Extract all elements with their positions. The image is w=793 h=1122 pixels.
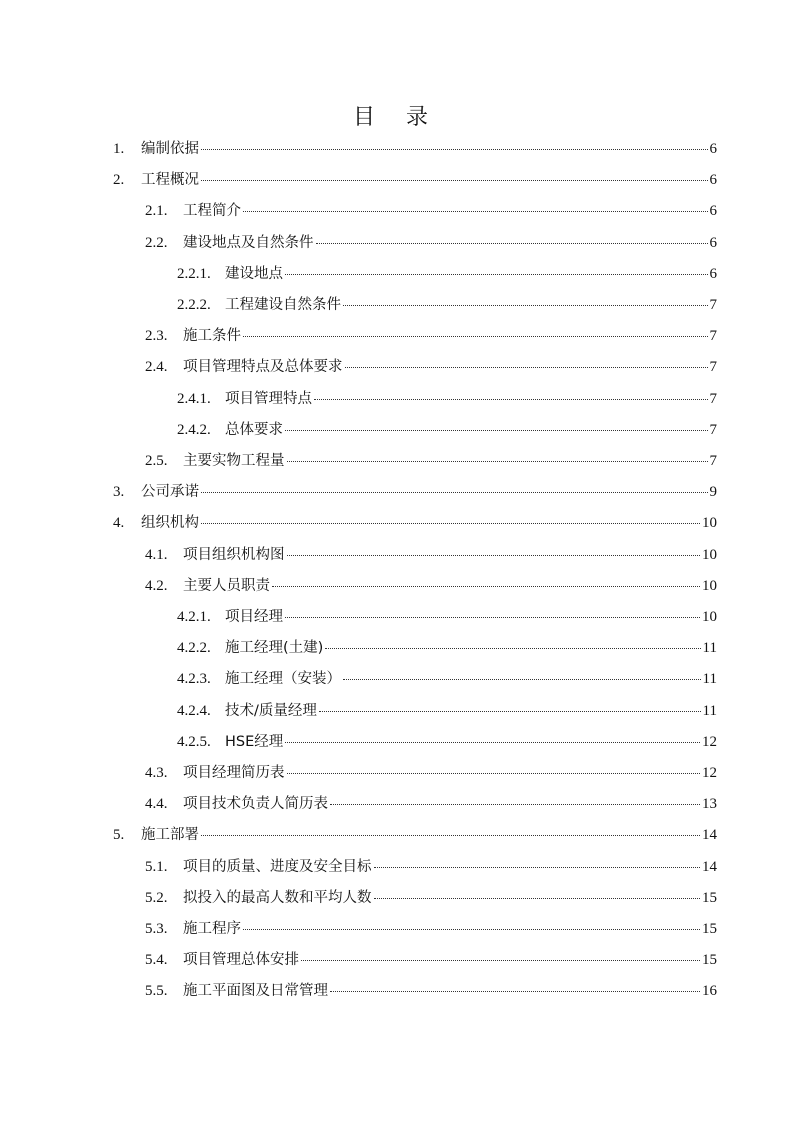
toc-entry[interactable] (177, 418, 717, 442)
toc-leader-dots (201, 834, 700, 836)
toc-entry-title: 项目组织机构图 (183, 546, 285, 563)
toc-leader-dots (287, 554, 701, 556)
toc-leader-dots (287, 772, 701, 774)
toc-entry-title: 公司承诺 (141, 484, 199, 501)
toc-entry-title: 施工条件 (183, 328, 241, 345)
toc-leader-dots (243, 210, 708, 212)
toc-entry-number: 2.3. (145, 328, 168, 345)
toc-leader-dots (314, 398, 708, 400)
toc-entry-title: 施工程序 (183, 921, 241, 937)
toc-entry-number: 4.2. (145, 577, 168, 594)
toc-entry[interactable] (145, 449, 717, 473)
toc-entry[interactable] (177, 262, 717, 286)
toc-entry-page: 6 (709, 141, 717, 157)
toc-entry[interactable] (177, 605, 717, 629)
toc-leader-dots (330, 990, 700, 992)
toc-leader-dots (285, 273, 708, 275)
toc-leader-dots (316, 242, 708, 244)
toc-entry[interactable] (177, 636, 717, 660)
toc-entry-number: 5.1. (145, 858, 168, 875)
toc-leader-dots (243, 335, 708, 337)
toc-entry-title: 施工平面图及日常管理 (183, 983, 328, 1000)
toc-entry-number: 5.4. (145, 952, 168, 969)
toc-entry[interactable] (177, 699, 717, 723)
toc-entry-title: 施工经理(土建) (225, 640, 324, 657)
toc-leader-dots (343, 678, 701, 680)
toc-entry-number: 4.2.2. (177, 640, 211, 657)
toc-entry[interactable] (145, 324, 717, 348)
toc-entry[interactable] (145, 761, 717, 785)
toc-entry[interactable] (113, 480, 717, 504)
toc-entry-number: 4.2.4. (177, 702, 211, 719)
toc-entry[interactable] (113, 168, 717, 192)
toc-entry-page: 14 (702, 827, 717, 844)
toc-leader-dots (201, 491, 708, 493)
toc-entry[interactable] (113, 137, 717, 161)
toc-entry-number: 4.1. (145, 546, 168, 563)
toc-leader-dots (201, 148, 708, 150)
toc-leader-dots (243, 928, 700, 930)
toc-entry-page: 11 (702, 702, 717, 719)
toc-entry-number: 3. (113, 484, 125, 501)
toc-entry-number: 4.2.3. (177, 671, 211, 688)
toc-entry-title: 编制依据 (141, 141, 199, 157)
toc-entry-page: 10 (702, 546, 717, 563)
toc-leader-dots (330, 803, 700, 805)
toc-entry-page: 15 (702, 952, 717, 969)
toc-entry-page: 7 (709, 453, 717, 469)
toc-entry-title: 工程建设自然条件 (225, 297, 341, 313)
toc-entry-title: 项目经理简历表 (183, 765, 285, 781)
toc-entry[interactable] (145, 886, 717, 910)
toc-leader-dots (287, 460, 708, 462)
toc-entry-title: 建设地点及自然条件 (183, 234, 314, 251)
toc-leader-dots (325, 647, 700, 649)
toc-entry-number: 4.2.1. (177, 609, 211, 625)
toc-entry-page: 6 (709, 172, 717, 189)
toc-leader-dots (201, 522, 700, 524)
toc-entry-number: 2.4.1. (177, 390, 211, 407)
toc-entry-number: 4.2.5. (177, 733, 211, 750)
toc-entry-number: 2. (113, 172, 125, 189)
toc-entry[interactable] (177, 667, 717, 691)
toc-entry-number: 2.2. (145, 234, 168, 251)
toc-entry-title: 主要实物工程量 (183, 453, 285, 469)
toc-entry-number: 2.4. (145, 359, 168, 376)
toc-entry[interactable] (145, 231, 717, 255)
toc-entry[interactable] (177, 387, 717, 411)
toc-leader-dots (301, 959, 700, 961)
toc-entry-number: 2.4.2. (177, 421, 211, 438)
toc-entry-title: HSE经理 (225, 733, 284, 750)
toc-entry[interactable] (145, 917, 717, 941)
toc-entry[interactable] (145, 355, 717, 379)
toc-entry-page: 11 (702, 671, 717, 688)
toc-entry[interactable] (145, 543, 717, 567)
toc-entry[interactable] (145, 855, 717, 879)
toc-entry-page: 7 (709, 328, 717, 345)
toc-leader-dots (272, 585, 700, 587)
toc-leader-dots (374, 866, 701, 868)
toc-entry[interactable] (145, 792, 717, 816)
toc-entry[interactable] (145, 948, 717, 972)
toc-entry-page: 13 (702, 796, 717, 813)
toc-entry-title: 建设地点 (225, 265, 283, 282)
toc-entry-number: 4. (113, 515, 125, 532)
toc-entry-page: 6 (709, 265, 717, 282)
toc-entry-page: 15 (702, 921, 717, 937)
toc-entry-page: 10 (702, 515, 717, 532)
toc-entry-title: 项目管理特点及总体要求 (183, 359, 343, 376)
toc-entry-page: 16 (702, 983, 717, 1000)
toc-entry-number: 5.2. (145, 889, 168, 906)
toc-entry-page: 7 (709, 297, 717, 313)
toc-entry-number: 2.2.2. (177, 297, 211, 313)
toc-entry[interactable] (113, 511, 717, 535)
toc-entry[interactable] (177, 730, 717, 754)
toc-entry[interactable] (113, 823, 717, 847)
toc-entry-number: 5.3. (145, 921, 168, 937)
toc-entry[interactable] (145, 574, 717, 598)
toc-entry-page: 14 (702, 858, 717, 875)
toc-entry-page: 7 (709, 359, 717, 376)
toc-entry-title: 施工部署 (141, 827, 199, 844)
toc-entry-title: 项目管理总体安排 (183, 952, 299, 969)
toc-leader-dots (285, 741, 700, 743)
toc-entry-page: 12 (702, 733, 717, 750)
toc-leader-dots (201, 179, 708, 181)
toc-entry-page: 6 (709, 234, 717, 251)
toc-leader-dots (343, 304, 708, 306)
toc-entry-title: 项目技术负责人简历表 (183, 796, 328, 813)
toc-entry-title: 项目管理特点 (225, 390, 312, 407)
toc-entry-title: 主要人员职责 (183, 577, 270, 594)
toc-entry-number: 1. (113, 141, 125, 157)
toc-entry-page: 7 (709, 390, 717, 407)
toc-entry-title: 施工经理（安装） (225, 671, 341, 688)
toc-entry-page: 9 (709, 484, 717, 501)
toc-entry-number: 4.3. (145, 765, 168, 781)
toc-entry-title: 项目的质量、进度及安全目标 (183, 858, 372, 875)
toc-entry-number: 5.5. (145, 983, 168, 1000)
toc-entry-title: 项目经理 (225, 609, 283, 625)
toc-entry[interactable] (177, 293, 717, 317)
toc-entry-number: 2.2.1. (177, 265, 211, 282)
toc-entry-title: 总体要求 (225, 421, 283, 438)
toc-leader-dots (285, 429, 708, 431)
toc-entry-number: 5. (113, 827, 125, 844)
toc-entry-number: 2.1. (145, 203, 168, 220)
toc-entry-title: 组织机构 (141, 515, 199, 532)
toc-entry-title: 工程概况 (141, 172, 199, 189)
toc-entry-title: 工程简介 (183, 203, 241, 220)
toc-entry-page: 11 (702, 640, 717, 657)
toc-entry-page: 10 (702, 577, 717, 594)
toc-entry-title: 拟投入的最高人数和平均人数 (183, 889, 372, 906)
toc-entry-number: 2.5. (145, 453, 168, 469)
toc-leader-dots (345, 366, 708, 368)
toc-entry-page: 10 (702, 609, 717, 625)
toc-leader-dots (374, 897, 701, 899)
toc-leader-dots (285, 616, 700, 618)
toc-entry-page: 15 (702, 889, 717, 906)
toc-entry[interactable] (145, 199, 717, 223)
toc-entry-page: 12 (702, 765, 717, 781)
toc-entry-page: 7 (709, 421, 717, 438)
toc-leader-dots (319, 710, 701, 712)
toc-entry-page: 6 (709, 203, 717, 220)
toc-entry[interactable] (145, 979, 717, 1003)
toc-title: 目 录 (353, 105, 440, 130)
toc-entry-number: 4.4. (145, 796, 168, 813)
toc-entry-title: 技术/质量经理 (225, 702, 317, 719)
